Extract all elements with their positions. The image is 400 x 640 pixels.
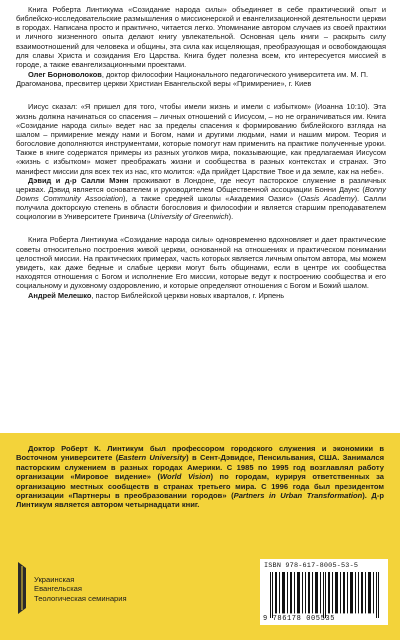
review-2-italic-1: Bonny Downs Community Association	[16, 184, 386, 203]
review-2-text: Иисус сказал: «Я пришел для того, чтобы имели жизнь и имели с избытком» (Иоанна 10:10). Эта жизнь должна начинаться со спасения – личных отношений с Иисусом, – но не ограничиваться им. Книга «Созидание народа силы» ведет нас за пределы спасения к формированию библейского взгляда на шалом – примирение между нами и Богом, нами и другими людьми, нами и нашим миром. Теория и богословие дополняются инструментами, которые помогут нам применить на практике полученные уроки. Также в книге содержатся примеры из разных уголков мира, показывающие, как предлагаемая Иисусом «жизнь с избытком» может преображать жизни и сообщества в разных контекстах и странах. Это манифест миссии для всех тех из нас, кто молится: «Да прийдет Царствие Твое и да земле, как на небе».	[16, 102, 386, 176]
review-3-author-role: , пастор Библейской церкви новых кварталов, г. Ирпень	[91, 291, 285, 301]
publisher-line-2: Евангельская	[34, 584, 83, 594]
bio-text-3: ) по городам, курируя ответственных за организацию местных сообществ в странах третьего мира. С 1996 года был президентом организации «Партнеры в преобразовании городов» (	[16, 472, 384, 501]
review-2-author: Дэвид и д-р Салли Мэнн	[28, 175, 129, 185]
review-2-author-role: проживают в Лондоне, где несут пасторское служение в различных церквах. Дэвид является основателем и руководителем Общественной ассоциации Бонни Даунс (	[16, 175, 386, 194]
publisher-name	[34, 575, 127, 603]
bio-italic-2: World Vision	[160, 472, 211, 482]
bio-text-1: Доктор Роберт К. Линтикум был профессором городского служения и экономики в Восточном университете (	[16, 444, 384, 463]
review-3-text: Книга Роберта Линтикума «Созидание народа силы» одновременно вдохновляет и дает практические советы относительно построения живой церкви, основанной на отношениях и практическом понимании целостной миссии. На практических примерах, часть которых является личным опытом автора, мы можем увидеть, как даже бедные и слабые церкви могут быть общинами, если в центре их сообщества находятся отношения с Богом и исполнение Его миссии, которые ведут к построению сообщества и его социальному и духовному оздоровлению, и которые определяют отношения с Богом и Божий шалом.	[16, 235, 386, 291]
review-2-role-2: ), а также средней школы «Академия Оазис» (	[123, 193, 301, 203]
review-2-signature	[16, 176, 386, 222]
bio-text-4: ). Д-р Линтикум является автором четырнадцати книг.	[16, 491, 385, 510]
review-1-text: Книга Роберта Линтикума «Созидание народа силы» объединяет в себе практический опыт и библейско-исследовательские размышления о миссионерской и евангелизационной деятельности церкви в городах. Написана просто и практично, читается легко. Упоминание автором случаев из своей практики и личного жизненного опыта делают книгу увлекательной. Основная цель книги – раскрыть силу взаимоотношений для человека и общины, эта сила как исцеляющая, преобразующая и освобождающая для славы Христа и созидания Его Царства. Книга будет полезна всем, кто интересуется миссией в городе, а также евангелизационными проектами.	[16, 5, 386, 69]
isbn-label: ISBN 978-617-8005-53-5	[264, 562, 359, 570]
review-2-role-4: ).	[228, 212, 234, 222]
barcode-digits: 9 786178 005535	[263, 615, 336, 623]
seminary-logo-icon	[16, 560, 28, 616]
bio-italic-1: Eastern University	[118, 453, 187, 463]
review-1-author-role: , доктор философии Национального педагогического университета им. М. П. Драгоманова, пресвитер церкви Христиан Евангельской веры «Примирение», г. Киев	[16, 70, 369, 89]
review-3-author: Андрей Мелешко	[28, 291, 92, 301]
review-1-signature	[16, 70, 386, 88]
bio-text-2: ) в Сент-Дэвидсе, Пенсильвания, США. Занимался пасторским служением в разных городах Америки. С 1985 по 1995 год возглавлял работу организации «Мировое видение» (	[16, 453, 385, 482]
publisher-line-3: Теологическая семинария	[34, 593, 127, 603]
review-2-italic-2: Oasis Academy	[300, 193, 355, 203]
review-3-signature	[16, 291, 386, 300]
review-2-role-3: ). Салли получила докторскую степень в области богословия и философии и является старшим преподавателем социологии в Университете Гринвича (	[16, 193, 386, 222]
barcode-icon	[270, 572, 380, 618]
review-1-author: Олег Борноволоков	[28, 70, 102, 80]
review-2-italic-3: University of Greenwich	[150, 212, 229, 222]
bio-italic-3: Partners in Urban Transformation	[233, 491, 363, 501]
author-bio	[16, 444, 384, 510]
publisher-line-1: Украинская	[34, 575, 75, 584]
isbn-block	[260, 559, 388, 625]
reviews-section	[16, 5, 386, 423]
